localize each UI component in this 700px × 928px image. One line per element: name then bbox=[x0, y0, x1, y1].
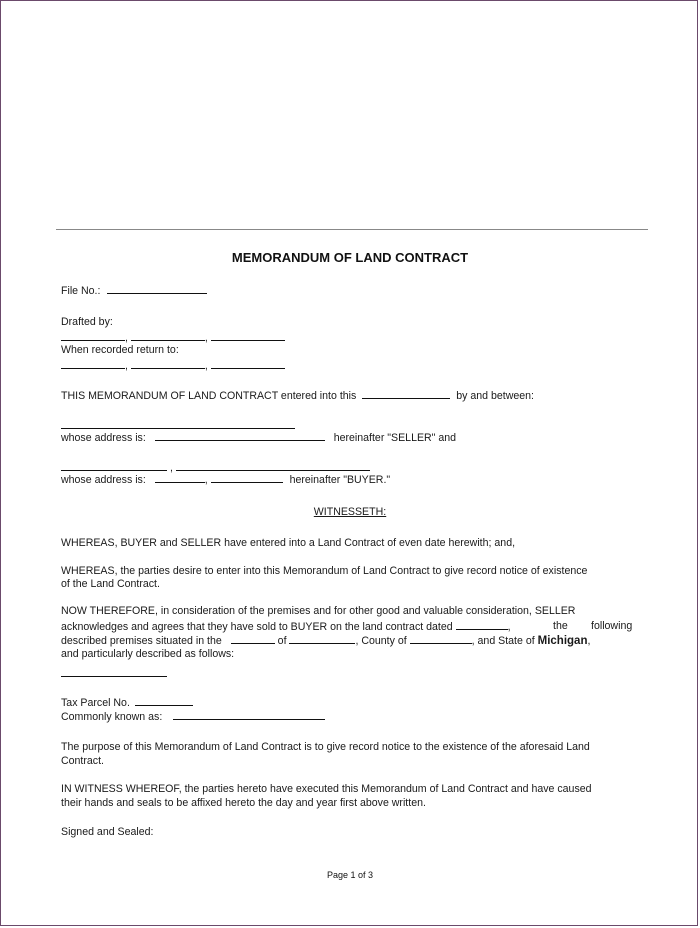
witness-whereof-line2: their hands and seals to be affixed hereto the day and year first above written. bbox=[61, 797, 426, 809]
whereas-1: WHEREAS, BUYER and SELLER have entered into a Land Contract of even date herewith; and, bbox=[61, 537, 516, 549]
buyer-name-blank[interactable] bbox=[61, 461, 167, 471]
whereas-2-line1: WHEREAS, the parties desire to enter into this Memorandum of Land Contract to give record notice of existence bbox=[61, 565, 588, 577]
contract-date-blank[interactable] bbox=[362, 389, 450, 399]
comma: , bbox=[204, 474, 208, 486]
buyer-city-blank[interactable] bbox=[211, 473, 283, 483]
return-city-blank[interactable] bbox=[211, 359, 285, 369]
comma: , bbox=[125, 332, 128, 344]
purpose-line1: The purpose of this Memorandum of Land Contract is to give record notice to the existence of the aforesaid Land bbox=[61, 741, 590, 753]
now-line2-following: following bbox=[591, 620, 633, 632]
witnesseth-heading: WITNESSETH: bbox=[313, 506, 387, 518]
buyer-address-blank[interactable] bbox=[155, 473, 205, 483]
file-no-row bbox=[61, 284, 207, 298]
page-number: Page 1 of 3 bbox=[326, 870, 374, 880]
comma: , bbox=[204, 332, 208, 344]
drafted-by-label: Drafted by: bbox=[61, 316, 113, 328]
now-therefore-line3 bbox=[61, 634, 590, 648]
tax-parcel-row bbox=[61, 696, 193, 710]
file-no-blank[interactable] bbox=[107, 284, 207, 294]
now-line2-text: acknowledges and agrees that they have sold to BUYER on the land contract dated bbox=[61, 621, 453, 633]
witness-whereof-line1: IN WITNESS WHEREOF, the parties hereto have executed this Memorandum of Land Contract and have caused bbox=[61, 783, 592, 795]
now-therefore-line2 bbox=[61, 620, 631, 634]
seller-designation: hereinafter "SELLER" and bbox=[333, 432, 457, 444]
buyer-name2-blank[interactable] bbox=[176, 461, 370, 471]
comma: , bbox=[169, 462, 173, 474]
comma: , bbox=[125, 360, 128, 372]
municipality-blank[interactable] bbox=[289, 634, 355, 644]
comma: , bbox=[204, 360, 208, 372]
document-title: MEMORANDUM OF LAND CONTRACT bbox=[231, 250, 469, 265]
known-as-label: Commonly known as: bbox=[61, 711, 163, 723]
now-therefore-line1: NOW THEREFORE, in consideration of the premises and for other good and valuable consideration, SELLER bbox=[61, 605, 576, 617]
seller-address-blank[interactable] bbox=[155, 431, 325, 441]
legal-description-line[interactable] bbox=[61, 676, 167, 677]
file-no-label: File No.: bbox=[61, 285, 101, 297]
of-text: of bbox=[277, 635, 287, 647]
county-blank[interactable] bbox=[410, 634, 472, 644]
intro-text: THIS MEMORANDUM OF LAND CONTRACT entered into this bbox=[61, 390, 357, 402]
intro-text-end: by and between: bbox=[456, 390, 534, 402]
intro-line bbox=[61, 389, 534, 403]
known-as-blank[interactable] bbox=[173, 710, 325, 720]
state-value: Michigan bbox=[537, 635, 588, 647]
drafted-city-blank[interactable] bbox=[211, 331, 285, 341]
seller-address-row bbox=[61, 431, 456, 445]
return-blanks bbox=[61, 359, 285, 373]
state-text: , and State of bbox=[471, 635, 535, 647]
land-contract-date-blank[interactable] bbox=[456, 620, 508, 630]
drafted-name-blank[interactable] bbox=[61, 331, 125, 341]
buyer-designation: hereinafter "BUYER." bbox=[289, 474, 391, 486]
return-name-blank[interactable] bbox=[61, 359, 125, 369]
drafted-by-blanks bbox=[61, 331, 285, 345]
signed-sealed-label: Signed and Sealed: bbox=[61, 826, 154, 838]
whereas-2-line2: of the Land Contract. bbox=[61, 578, 160, 590]
return-address-blank[interactable] bbox=[131, 359, 205, 369]
now-therefore-line4: and particularly described as follows: bbox=[61, 648, 235, 660]
tax-parcel-blank[interactable] bbox=[135, 696, 193, 706]
tax-parcel-label: Tax Parcel No. bbox=[61, 697, 130, 709]
county-text: , County of bbox=[355, 635, 407, 647]
municipality-type-blank[interactable] bbox=[231, 634, 275, 644]
return-label: When recorded return to: bbox=[61, 344, 179, 356]
premises-text: described premises situated in the bbox=[61, 635, 222, 647]
comma: , bbox=[587, 635, 591, 647]
comma: , bbox=[507, 621, 511, 633]
seller-name-line[interactable] bbox=[61, 428, 295, 429]
buyer-address-row bbox=[61, 473, 390, 487]
drafted-address-blank[interactable] bbox=[131, 331, 205, 341]
purpose-line2: Contract. bbox=[61, 755, 104, 767]
buyer-address-label: whose address is: bbox=[61, 474, 146, 486]
header-rule bbox=[56, 229, 648, 230]
now-line2-the: the bbox=[553, 620, 568, 632]
known-as-row bbox=[61, 710, 325, 724]
seller-address-label: whose address is: bbox=[61, 432, 146, 444]
